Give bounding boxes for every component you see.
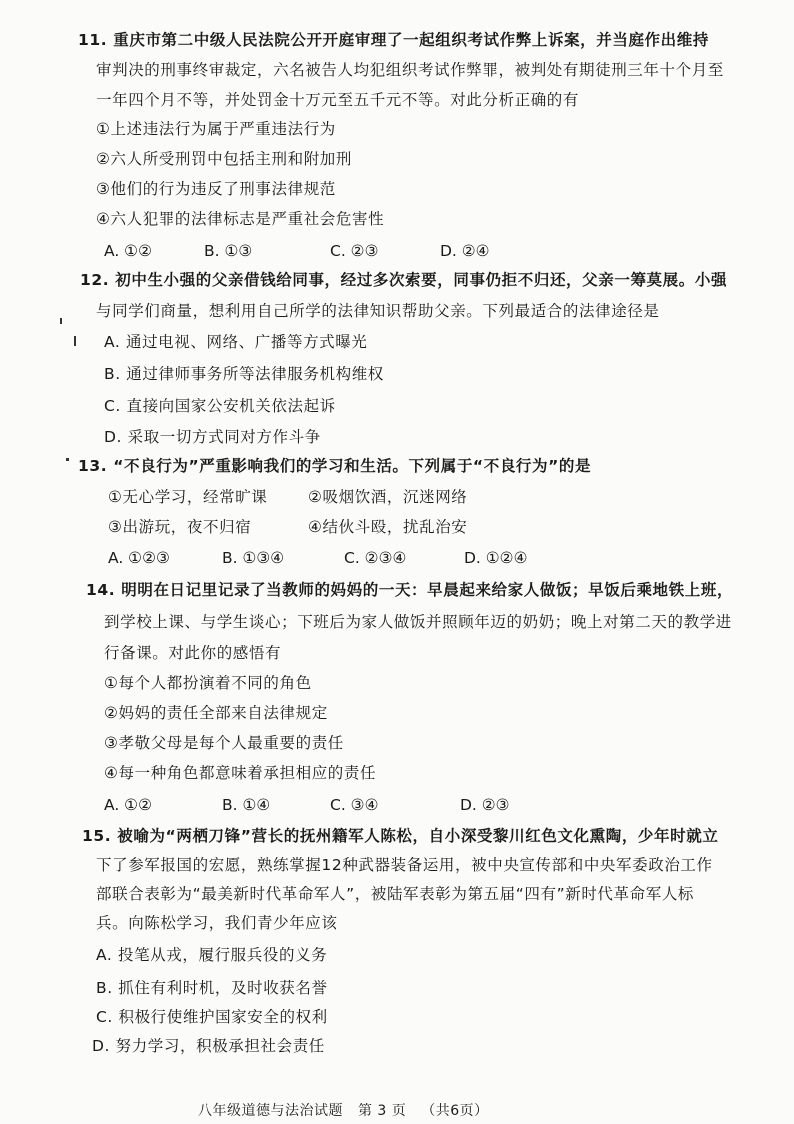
q11-statement-4: ④六人犯罪的法律标志是严重社会危害性: [96, 210, 385, 228]
q12-line-2: 与同学们商量，想利用自己所学的法律知识帮助父亲。下列最适合的法律途径是: [96, 302, 660, 320]
q13-statement-3: ③出游玩，夜不归宿: [108, 518, 252, 536]
q13-option-a: A. ①②③: [108, 549, 170, 567]
q14-option-b: B. ①④: [222, 796, 271, 814]
q11-option-b: B. ①③: [204, 242, 253, 260]
q12-option-b: B. 通过律师事务所等法律服务机构维权: [104, 365, 384, 383]
q11-line-2: 审判决的刑事终审裁定，六名被告人均犯组织考试作弊罪，被判处有期徒刑三年十个月至: [96, 61, 724, 79]
q13-option-b: B. ①③④: [222, 549, 285, 567]
q14-statement-2: ②妈妈的责任全部来自法律规定: [104, 704, 328, 722]
scan-speck: [66, 458, 69, 461]
q15-option-c: C. 积极行使维护国家安全的权利: [96, 1008, 328, 1026]
q13-statement-1: ①无心学习，经常旷课: [108, 488, 268, 506]
q12-option-a: A. 通过电视、网络、广播等方式曝光: [104, 333, 368, 351]
q11-option-c: C. ②③: [330, 242, 379, 260]
q13-option-d: D. ①②④: [464, 549, 528, 567]
q13-line-1: 13. “不良行为”严重影响我们的学习和生活。下列属于“不良行为”的是: [78, 457, 592, 475]
q14-option-c: C. ③④: [330, 796, 379, 814]
footer-subject: 八年级道德与法治试题: [198, 1103, 343, 1119]
q11-line-1: 11. 重庆市第二中级人民法院公开开庭审理了一起组织考试作弊上诉案，并当庭作出维持: [78, 31, 709, 49]
q11-statement-3: ③他们的行为违反了刑事法律规范: [96, 180, 336, 198]
q14-line-2: 到学校上课、与学生谈心；下班后为家人做饭并照顾年迈的奶奶；晚上对第二天的教学进: [104, 613, 732, 631]
q14-line-3: 行备课。对此你的感悟有: [104, 644, 282, 662]
q11-option-a: A. ①②: [104, 242, 152, 260]
footer-total: （共6页）: [421, 1103, 489, 1119]
q13-statement-4: ④结伙斗殴，扰乱治安: [308, 518, 468, 536]
q15-line-2: 下了参军报国的宏愿，熟练掌握12种武器装备运用，被中央宣传部和中央军委政治工作: [96, 856, 713, 874]
q14-statement-1: ①每个人都扮演着不同的角色: [104, 674, 312, 692]
q11-statement-1: ①上述违法行为属于严重违法行为: [96, 120, 336, 138]
q12-line-1: 12. 初中生小强的父亲借钱给同事，经过多次索要，同事仍拒不归还，父亲一筹莫展。小强: [80, 271, 728, 289]
q15-option-b: B. 抓住有利时机，及时收获名誉: [96, 979, 328, 997]
q14-option-a: A. ①②: [104, 796, 152, 814]
q14-statement-4: ④每一种角色都意味着承担相应的责任: [104, 764, 377, 782]
q15-line-1: 15. 被喻为“两栖刀锋”营长的抚州籍军人陈松，自小深受黎川红色文化熏陶，少年时就立: [82, 827, 719, 845]
q15-option-a: A. 投笔从戎，履行服兵役的义务: [96, 946, 328, 964]
scan-speck: [74, 336, 76, 346]
q14-option-d: D. ②③: [460, 796, 510, 814]
q13-option-c: C. ②③④: [344, 549, 407, 567]
q12-option-c: C. 直接向国家公安机关依法起诉: [104, 397, 336, 415]
scan-speck: [60, 318, 62, 324]
page-footer: [198, 1100, 499, 1120]
q11-option-d: D. ②④: [440, 242, 490, 260]
footer-page: 第 3 页: [357, 1103, 407, 1119]
q15-option-d: D. 努力学习，积极承担社会责任: [92, 1037, 325, 1055]
q11-statement-2: ②六人所受刑罚中包括主刑和附加刑: [96, 150, 352, 168]
q15-line-4: 兵。向陈松学习，我们青少年应该: [96, 914, 338, 932]
q11-line-3: 一年四个月不等，并处罚金十万元至五千元不等。对此分析正确的有: [96, 91, 580, 109]
q15-line-3: 部联合表彰为“最美新时代革命军人”，被陆军表彰为第五届“四有”新时代革命军人标: [96, 885, 695, 903]
q13-statement-2: ②吸烟饮酒，沉迷网络: [308, 488, 468, 506]
q14-statement-3: ③孝敬父母是每个人最重要的责任: [104, 734, 344, 752]
q12-option-d: D. 采取一切方式同对方作斗争: [104, 428, 321, 446]
q14-line-1: 14. 明明在日记里记录了当教师的妈妈的一天：早晨起来给家人做饭；早饭后乘地铁上班，: [86, 581, 734, 599]
